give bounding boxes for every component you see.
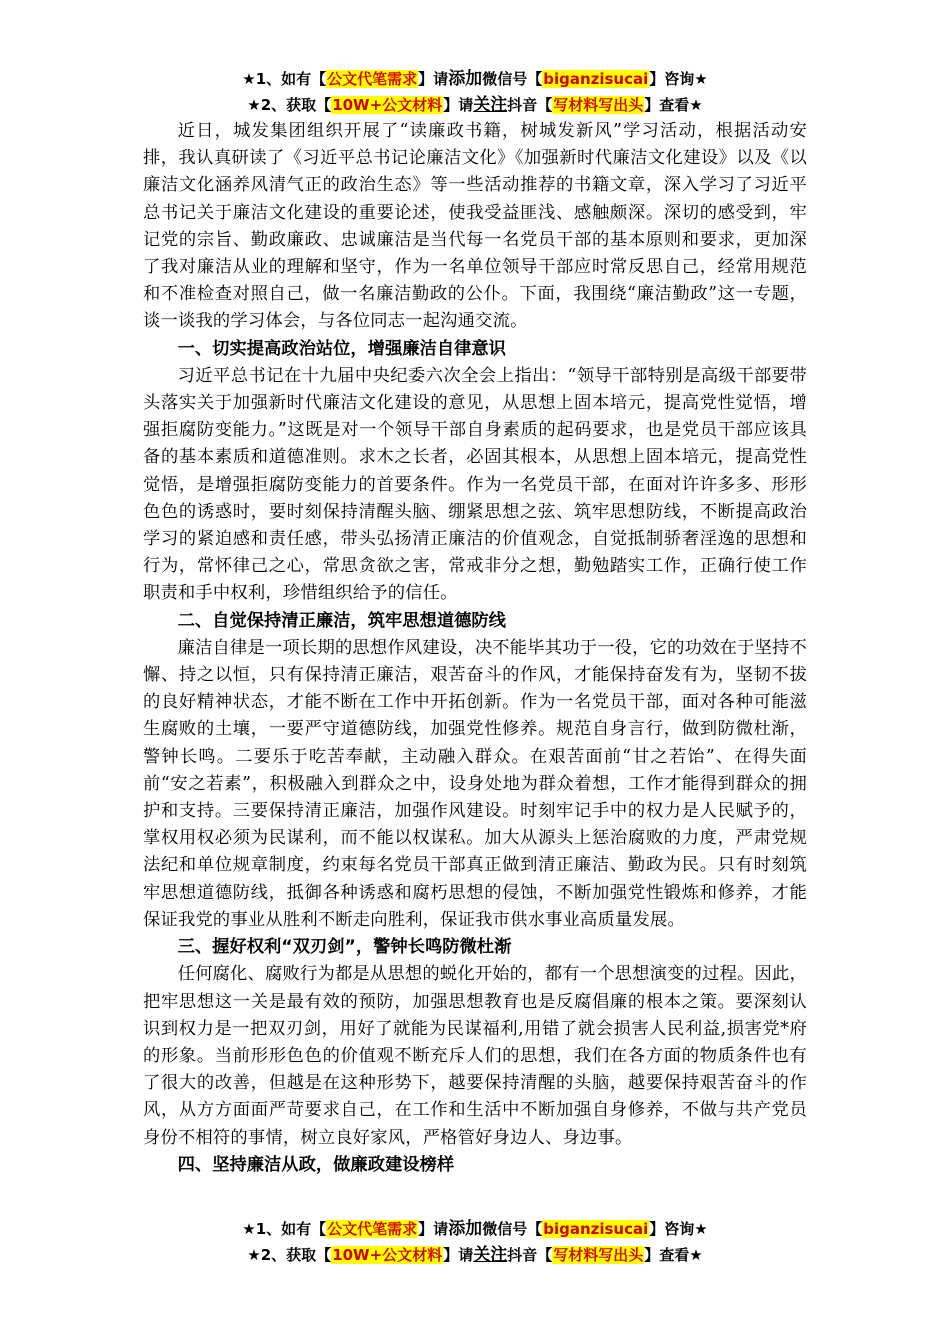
promo-banner-top (143, 66, 807, 118)
section-3-heading: 三、握好权利“双刃剑”，警钟长鸣防微杜渐 (177, 937, 512, 958)
section-2-heading: 二、自觉保持清正廉洁，筑牢思想道德防线 (177, 610, 506, 631)
promo-banner-bottom (143, 1216, 807, 1268)
document-page (143, 66, 807, 1179)
highlight-wechat-id: biganzisucai (543, 70, 649, 88)
section-2-body: 廉洁自律是一项长期的思想作风建设，决不能毕其功于一役，它的功效在于坚持不懈、持之以恒，只有保持清正廉洁，艰苦奋斗的作风，才能保持奋发有为，坚韧不拔的良好精神状态，才能不断在工作中开拓创新。作为一名党员干部，面对各种可能滋生腐败的土壤，一要严守道德防线，加强党性修养。规范自身言行，做到防微杜渐，警钟长鸣。二要乐于吃苦奉献，主动融入群众。在艰苦面前“甘之若饴”、在得失面前“安之若素”，积极融入到群众之中，设身处地为群众着想，工作才能得到群众的拥护和支持。三要保持清正廉洁，加强作风建设。时刻牢记手中的权力是人民赋予的，掌权用权必须为民谋利，而不能以权谋私。加大从源头上惩治腐败的力度，严肃党规法纪和单位规章制度，约束每名党员干部真正做到清正廉洁、勤政为民。只有时刻筑牢思想道德防线，抵御各种诱惑和腐朽思想的侵蚀，不断加强党性锻炼和修养，才能保证我党的事业从胜利不断走向胜利，保证我市供水事业高质量发展。 (143, 637, 807, 930)
highlight-materials: 10W+公文材料 (332, 96, 443, 114)
promo-line-1-footer: ★1、如有【公文代笔需求】请添加微信号【biganzisucai】咨询★ (242, 1219, 708, 1239)
highlight-service: 公文代笔需求 (327, 1220, 418, 1238)
promo-line-1: ★1、如有【公文代笔需求】请添加微信号【biganzisucai】咨询★ (242, 69, 708, 89)
highlight-wechat-id: biganzisucai (543, 1220, 649, 1238)
promo-line-2-footer: ★2、获取【10W+公文材料】请关注抖音【写材料写出头】查看★ (247, 1245, 703, 1265)
section-1-body: 习近平总书记在十九届中央纪委六次全会上指出：“领导干部特别是高级干部要带头落实关于加强新时代廉洁文化建设的意见，从思想上固本培元，提高党性觉悟，增强拒腐防变能力。”这既是对一个领导干部自身素质的起码要求，也是党员干部应该具备的基本素质和道德准则。求木之长者，必固其根本，从思想上固本培元，提高党性觉悟，是增强拒腐防变能力的首要条件。作为一名党员干部，在面对许许多多、形形色色的诱惑时，要时刻保持清醒头脑、绷紧思想之弦、筑牢思想防线，不断提高政治学习的紧迫感和责任感，带头弘扬清正廉洁的价值观念，自觉抵制骄奢淫逸的思想和行为，常怀律己之心，常思贪欲之害，常戒非分之想，勤勉踏实工作，正确行使工作职责和手中权利，珍惜组织给予的信任。 (143, 365, 807, 604)
promo-line-2: ★2、获取【10W+公文材料】请关注抖音【写材料写出头】查看★ (247, 95, 703, 115)
highlight-douyin-id: 写材料写出头 (553, 1246, 644, 1264)
section-4-heading: 四、坚持廉洁从政，做廉政建设榜样 (177, 1154, 455, 1175)
highlight-service: 公文代笔需求 (327, 70, 418, 88)
intro-paragraph: 近日，城发集团组织开展了“读廉政书籍，树城发新风”学习活动，根据活动安排，我认真研读了《习近平总书记论廉洁文化》《加强新时代廉洁文化建设》以及《以廉洁文化涵养风清气正的政治生态》等一些活动推荐的书籍文章，深入学习了习近平总书记关于廉洁文化建设的重要论述，使我受益匪浅、感触颇深。深切的感受到，牢记党的宗旨、勤政廉政、忠诚廉洁是当代每一名党员干部的基本原则和要求，更加深了我对廉洁从业的理解和坚守，作为一名单位领导干部应时常反思自己，经常用规范和不准检查对照自己，做一名廉洁勤政的公仆。下面，我围绕“廉洁勤政”这一专题，谈一谈我的学习体会，与各位同志一起沟通交流。 (143, 121, 807, 332)
highlight-douyin-id: 写材料写出头 (553, 96, 644, 114)
section-1-heading: 一、切实提高政治站位，增强廉洁自律意识 (177, 338, 506, 359)
section-3-body: 任何腐化、腐败行为都是从思想的蜕化开始的，都有一个思想演变的过程。因此，把牢思想这一关是最有效的预防，加强思想教育也是反腐倡廉的根本之策。要深刻认识到权力是一把双刃剑，用好了就能为民谋福利,用错了就会损害人民利益,损害党*府的形象。当前形形色色的价值观不断充斥人们的思想，我们在各方面的物质条件也有了很大的改善，但越是在这种形势下，越要保持清醒的头脑，越要保持艰苦奋斗的作风，从方方面面严苛要求自己，在工作和生活中不断加强自身修养，不做与共产党员身份不相符的事情，树立良好家风，严格管好身边人、身边事。 (143, 964, 807, 1148)
highlight-materials: 10W+公文材料 (332, 1246, 443, 1264)
